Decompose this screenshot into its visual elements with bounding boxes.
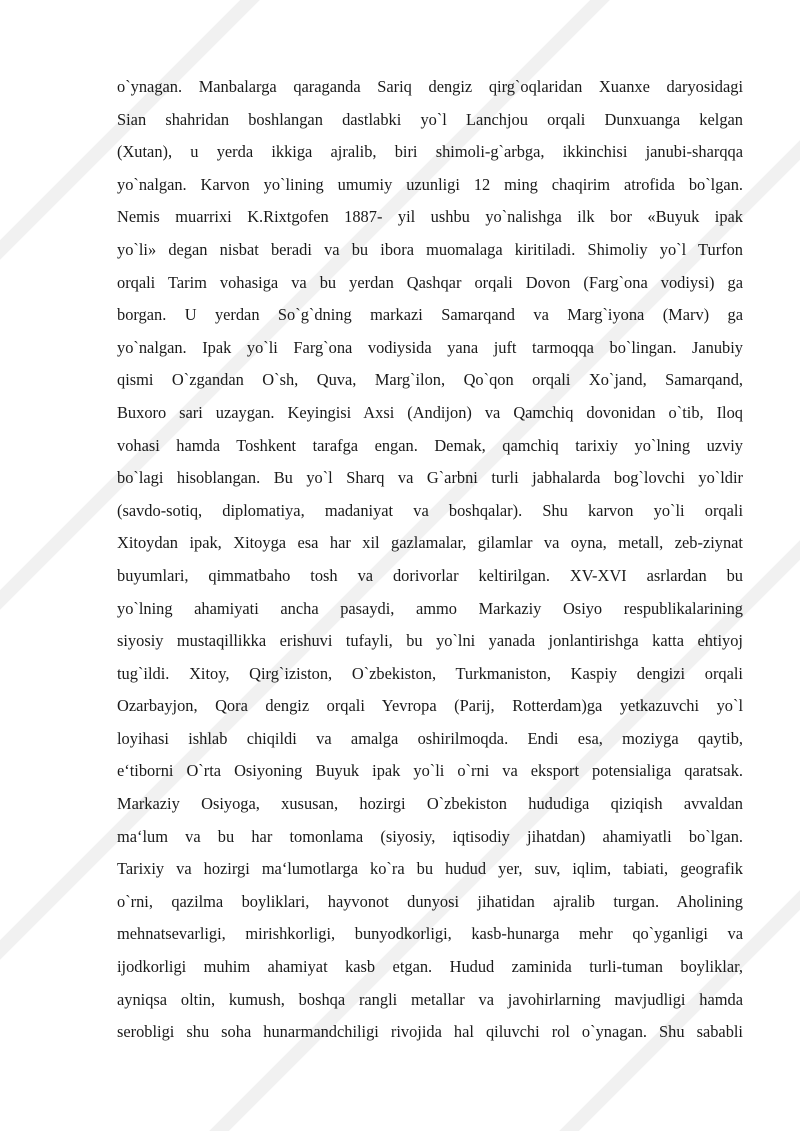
text-line: qismi O`zgandan O`sh, Quva, Marg`ilon, Qo`qon orqali Xo`jand, Samarqand, — [117, 370, 743, 390]
text-line: Sian shahridan boshlangan dastlabki yo`l Lanchjou orqali Dunxuanga kelgan — [117, 109, 743, 129]
text-line: o`ynagan. Manbalarga qaraganda Sariq dengiz qirg`oqlaridan Xuanxe daryosidagi — [117, 77, 743, 96]
text-line: bo`lagi hisoblangan. Bu yo`l Sharq va G`arbni turli jabhalarda bog`lovchi yo`ldir — [117, 468, 743, 488]
text-line: siyosiy mustaqillikka erishuvi tufayli, bu yo`lni yanada jonlantirishga katta ehtiyoj — [117, 631, 743, 651]
text-line: buyumlari, qimmatbaho tosh va dorivorlar keltirilgan. XV-XVI asrlardan bu — [117, 565, 743, 585]
text-line: borgan. U yerdan So`g`dning markazi Samarqand va Marg`iyona (Marv) ga — [117, 305, 743, 325]
text-line: Nemis muarrixi K.Rixtgofen 1887- yil ushbu yo`nalishga ilk bor «Buyuk ipak — [117, 207, 743, 227]
text-line: serobligi shu soha hunarmandchiligi rivojida hal qiluvchi rol o`ynagan. Shu sababli — [117, 1022, 743, 1042]
text-line: vohasi hamda Toshkent tarafga engan. Demak, qamchiq tarixiy yo`lning uzviy — [117, 435, 743, 455]
text-line: yo`li» degan nisbat beradi va bu ibora muomalaga kiritiladi. Shimoliy yo`l Turfon — [117, 239, 743, 259]
text-line: ijodkorligi muhim ahamiyat kasb etgan. Hudud zaminida turli-tuman boyliklar, — [117, 957, 743, 977]
text-line: loyihasi ishlab chiqildi va amalga oshirilmoqda. Endi esa, moziyga qaytib, — [117, 728, 743, 748]
text-line: (savdo-sotiq, diplomatiya, madaniyat va boshqalar). Shu karvon yo`li orqali — [117, 500, 743, 520]
text-line: yo`lning ahamiyati ancha pasaydi, ammo Markaziy Osiyo respublikalarining — [117, 598, 743, 618]
text-line: o`rni, qazilma boyliklari, hayvonot dunyosi jihatidan ajralib turgan. Aholining — [117, 891, 743, 911]
text-line: e‘tiborni O`rta Osiyoning Buyuk ipak yo`li o`rni va eksport potensialiga qaratsak. — [117, 761, 743, 781]
text-line: ayniqsa oltin, kumush, boshqa rangli metallar va javohirlarning mavjudligi hamda — [117, 989, 743, 1009]
text-line: (Xutan), u yerda ikkiga ajralib, biri shimoli-g`arbga, ikkinchisi janubi-sharqqa — [117, 142, 743, 162]
text-line: yo`nalgan. Karvon yo`lining umumiy uzunligi 12 ming chaqirim atrofida bo`lgan. — [117, 174, 743, 194]
text-line: yo`nalgan. Ipak yo`li Farg`ona vodiysida yana juft tarmoqqa bo`lingan. Janubiy — [117, 337, 743, 357]
text-line: Buxoro sari uzaygan. Keyingisi Axsi (Andijon) va Qamchiq dovonidan o`tib, Iloq — [117, 402, 743, 422]
text-line: orqali Tarim vohasiga va bu yerdan Qashqar orqali Dovon (Farg`ona vodiysi) ga — [117, 272, 743, 292]
text-line: ma‘lum va bu har tomonlama (siyosiy, iqtisodiy jihatdan) ahamiyatli bo`lgan. — [117, 826, 743, 846]
text-line: Tarixiy va hozirgi ma‘lumotlarga ko`ra bu hudud yer, suv, iqlim, tabiati, geografik — [117, 859, 743, 879]
body-text — [117, 71, 743, 1049]
text-line: mehnatsevarligi, mirishkorligi, bunyodkorligi, kasb-hunarga mehr qo`yganligi va — [117, 924, 743, 944]
text-line: tug`ildi. Xitoy, Qirg`iziston, O`zbekiston, Turkmaniston, Kaspiy dengizi orqali — [117, 663, 743, 683]
text-line: Xitoydan ipak, Xitoyga esa har xil gazlamalar, gilamlar va oyna, metall, zeb-ziynat — [117, 533, 743, 553]
text-line: Ozarbayjon, Qora dengiz orqali Yevropa (Parij, Rotterdam)ga yetkazuvchi yo`l — [117, 696, 743, 716]
text-line: Markaziy Osiyoga, xususan, hozirgi O`zbekiston hududiga qiziqish avvaldan — [117, 794, 743, 814]
